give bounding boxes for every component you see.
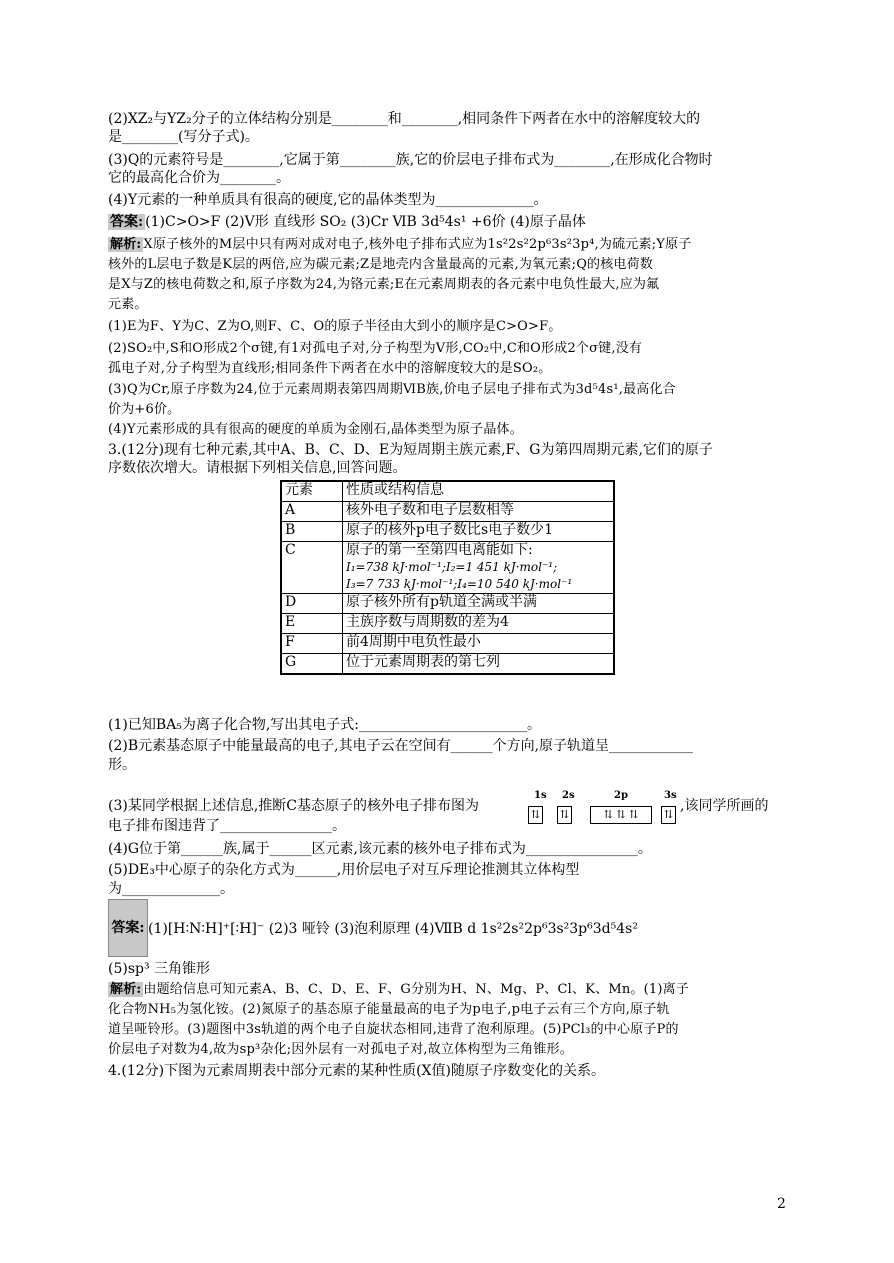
analysis-1-line-5: (1)E为F、Y为C、Z为O,则F、C、O的原子半径由大到小的顺序是C>O>F。 (108, 319, 562, 334)
table-row (281, 542, 614, 594)
answer-2-tag: 答案: (108, 899, 148, 957)
analysis-1-line-8: (3)Q为Cr,原子序数为24,位于元素周期表第四周期ⅥB族,价电子层电子排布式为3d⁵4s¹,最高化合 (108, 382, 676, 397)
analysis-2-line-3: 道呈哑铃形。(3)题图中3s轨道的两个电子自旋状态相同,违背了泡利原理。(5)PCl₃的中心原子P的 (108, 1022, 679, 1037)
table-cell-element: E (281, 614, 343, 634)
orbital-box-2s: ⇅ (557, 806, 572, 824)
table-header-cell: 元素 (281, 481, 343, 502)
orbital-box-1s: ⇅ (528, 806, 543, 824)
analysis-1-line-3: 是X与Z的核电荷数之和,原子序数为24,为铬元素;E在元素周期表的各元素中电负性最大,应为氟 (108, 277, 660, 292)
q3-line-1: 3.(12分)现有七种元素,其中A、B、C、D、E为短周期主族元素,F、G为第四周期元素,它们的原子 (108, 442, 713, 458)
table-row (281, 614, 614, 634)
table-cell-text: 前4周期中电负性最小 (346, 634, 481, 650)
table-cell-info (343, 542, 615, 594)
q2-line-5: (4)Y元素的一种单质具有很高的硬度,它的晶体类型为______________。 (108, 192, 548, 208)
analysis-1-line-6: (2)SO₂中,S和O形成2个σ键,有1对孤电子对,分子构型为V形,CO₂中,C和O形成2个σ键,没有 (108, 341, 643, 356)
analysis-tag: 解析: (110, 237, 142, 252)
table-cell-element: C (281, 542, 343, 594)
table-header-row (281, 481, 614, 502)
table-row (281, 654, 614, 675)
q3-sub-5: (5)DE₃中心原子的杂化方式为______,用价层电子对互斥理论推测其立体构型 (108, 862, 580, 878)
q3-sub-3-tail: ,该同学所画的 (680, 798, 769, 814)
table-cell-text: I₁=738 kJ·mol⁻¹;I₂=1 451 kJ·mol⁻¹; (346, 560, 558, 574)
q3-sub-1: (1)已知BA₅为离子化合物,写出其电子式:________________________。 (108, 717, 542, 733)
analysis-1-line-10: (4)Y元素形成的具有很高的硬度的单质为金刚石,晶体类型为原子晶体。 (108, 422, 523, 437)
answer-2-text: (1)[H∶N∶H]⁺[∶H]⁻ (2)3 哑铃 (3)泡利原理 (4)ⅦB d 1s²2s²2p⁶3s²3p⁶3d⁵4s² (148, 921, 638, 937)
analysis-1-line-9: 价为+6价。 (108, 402, 181, 417)
orbital-box-2p: ⇅ ⇅ ⇅ (590, 806, 652, 824)
orbital-label-3s: 3s (664, 790, 677, 801)
analysis-2-line-4: 价层电子对数为4,故为sp³杂化;因外层有一对孤电子对,故立体构型为三角锥形。 (108, 1042, 573, 1057)
table-cell-text: 位于元素周期表的第七列 (346, 654, 500, 670)
orbital-label-2s: 2s (562, 790, 575, 801)
table-cell-text: I₃=7 733 kJ·mol⁻¹;I₄=10 540 kJ·mol⁻¹ (346, 577, 573, 591)
q3-sub-4: (4)G位于第______族,属于______区元素,该元素的核外电子排布式为________________。 (108, 841, 652, 857)
table-row (281, 522, 614, 542)
table-cell-element: B (281, 522, 343, 542)
q3-sub-2b: 形。 (108, 757, 136, 773)
table-row (281, 594, 614, 614)
analysis-1-line-7: 孤电子对,分子构型为直线形;相同条件下两者在水中的溶解度较大的是SO₂。 (108, 361, 552, 376)
q3-sub-3b: 电子排布图违背了________________。 (108, 818, 346, 834)
table-cell-text: 原子核外所有p轨道全满或半满 (346, 594, 537, 610)
element-info-table (280, 480, 615, 675)
analysis-1-line-4: 元素。 (108, 297, 148, 312)
table-cell-element: D (281, 594, 343, 614)
table-cell-text: 原子的核外p电子数比s电子数少1 (346, 522, 554, 538)
table-cell-info (343, 654, 615, 675)
answer-2-line-2: (5)sp³ 三角锥形 (108, 961, 211, 977)
q3-line-2: 序数依次增大。请根据下列相关信息,回答问题。 (108, 460, 407, 476)
table-cell-text: 核外电子数和电子层数相等 (346, 502, 514, 518)
answer-1 (108, 213, 586, 231)
table-cell-text: 主族序数与周期数的差为4 (346, 614, 509, 630)
q2-line-1: (2)XZ₂与YZ₂分子的立体结构分别是________和________,相同条件下两者在水中的溶解度较大的 (108, 111, 701, 127)
answer-text: (1)C>O>F (2)V形 直线形 SO₂ (3)Cr ⅥB 3d⁵4s¹ +6价 (4)原子晶体 (145, 214, 586, 230)
table-cell-element: F (281, 634, 343, 654)
q2-line-2: 是________(写分子式)。 (108, 129, 259, 145)
q3-sub-5b: 为______________。 (108, 881, 234, 897)
table-cell-info (343, 594, 615, 614)
q4-stem: 4.(12分)下图为元素周期表中部分元素的某种性质(X值)随原子序数变化的关系。 (108, 1063, 605, 1079)
q3-sub-3: (3)某同学根据上述信息,推断C基态原子的核外电子排布图为 (108, 798, 479, 814)
page-number: 2 (777, 1196, 786, 1212)
orbital-label-1s: 1s (534, 790, 547, 801)
table-row (281, 502, 614, 522)
table-header-cell: 性质或结构信息 (343, 481, 615, 502)
orbital-box-3s: ⇅ (661, 806, 676, 824)
table-cell-element: A (281, 502, 343, 522)
table-cell-element: G (281, 654, 343, 675)
analysis-tag: 解析: (110, 982, 142, 997)
analysis-1-line-1: 解析: X原子核外的M层中只有两对成对电子,核外电子排布式应为1s²2s²2p⁶3s²3p⁴,为硫元素;Y原子 (110, 237, 692, 252)
answer-tag: 答案: (110, 214, 144, 230)
table-cell-text: 原子的第一至第四电离能如下: (346, 542, 533, 558)
q3-sub-2: (2)B元素基态原子中能量最高的电子,其电子云在空间有______个方向,原子轨道呈____________ (108, 738, 694, 754)
table-cell-info (343, 614, 615, 634)
table-cell-info (343, 634, 615, 654)
q2-line-3: (3)Q的元素符号是________,它属于第________族,它的价层电子排布式为________,在形成化合物时 (108, 152, 713, 168)
analysis-2-line-2: 化合物NH₅为氢化铵。(2)氮原子的基态原子能量最高的电子为p电子,p电子云有三个方向,原子轨 (108, 1002, 670, 1017)
table-cell-info (343, 522, 615, 542)
table-row (281, 634, 614, 654)
table-cell-info (343, 502, 615, 522)
orbital-label-2p: 2p (614, 790, 628, 801)
analysis-2-line-1: 解析: 由题给信息可知元素A、B、C、D、E、F、G分别为H、N、Mg、P、Cl、K、Mn。(1)离子 (110, 982, 690, 997)
analysis-1-line-2: 核外的L层电子数是K层的两倍,应为碳元素;Z是地壳内含量最高的元素,为氧元素;Q的核电荷数 (108, 257, 654, 272)
q2-line-4: 它的最高化合价为________。 (108, 170, 290, 186)
